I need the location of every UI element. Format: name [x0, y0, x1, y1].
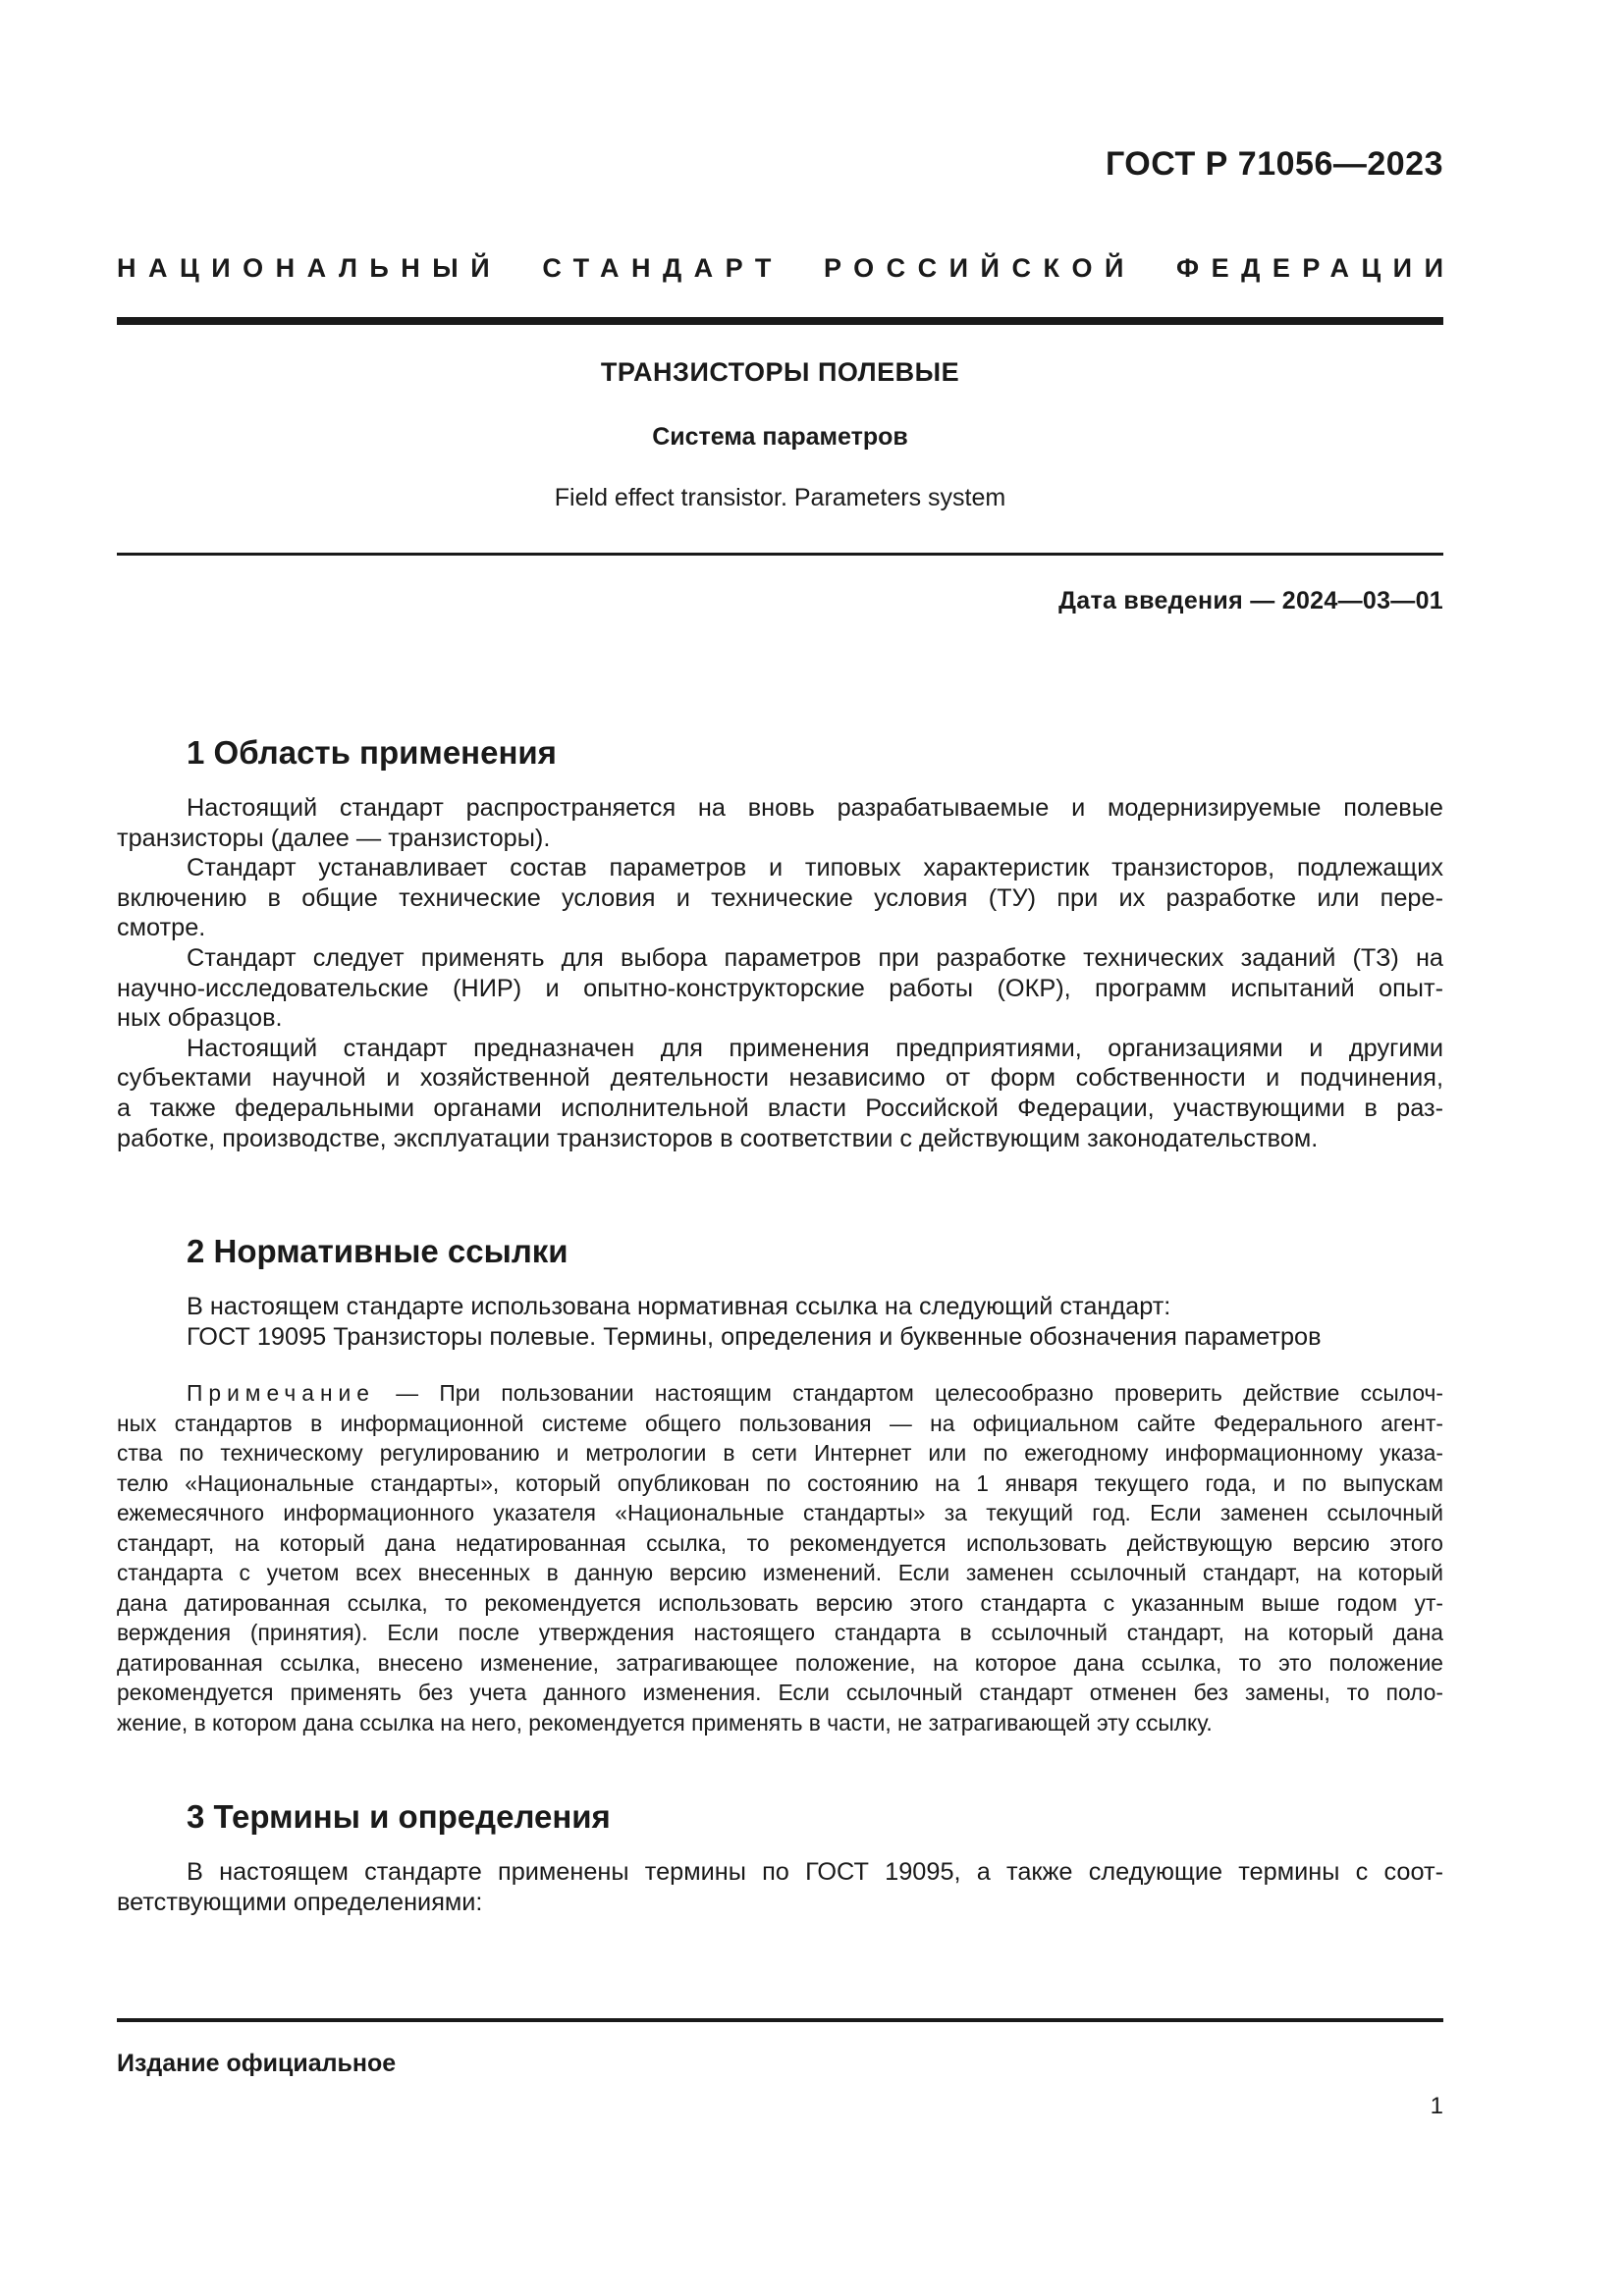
text-line: субъектами научной и хозяйственной деятельности независимо от форм собственности и подчинения, [117, 1064, 1443, 1093]
national-standard-word: НАЦИОНАЛЬНЫЙ [117, 253, 503, 283]
text-line: а также федеральными органами исполнительной власти Российской Федерации, участвующими в раз- [117, 1094, 1443, 1122]
note-line: дана датированная ссылка, то рекомендуется использовать версию этого стандарта с указанным выше годом ут- [117, 1589, 1443, 1616]
national-standard-word: СТАНДАРТ [542, 253, 784, 283]
note-line: ных стандартов в информационной системе общего пользования — на официальном сайте Федерального агент- [117, 1410, 1443, 1436]
note-line: ства по техническому регулированию и метрологии в сети Интернет или по ежегодному информационному указа- [117, 1440, 1443, 1466]
text-line: В настоящем стандарте применены термины по ГОСТ 19095, а также следующие термины с соот- [187, 1858, 1443, 1886]
national-standard-word: ФЕДЕРАЦИИ [1176, 253, 1456, 283]
note-line: стандарт, на который дана недатированная ссылка, то рекомендуется использовать действующую версию этого [117, 1529, 1443, 1556]
text-line: В настоящем стандарте использована нормативная ссылка на следующий стандарт: [187, 1293, 1171, 1320]
section-heading: 3 Термины и определения [187, 1798, 611, 1835]
note-first-line [117, 1378, 1443, 1409]
footer-divider [117, 2018, 1443, 2022]
text-line: ГОСТ 19095 Транзисторы полевые. Термины, определения и буквенные обозначения параметров [187, 1322, 1322, 1351]
section-heading: 2 Нормативные ссылки [187, 1233, 568, 1269]
title-divider [117, 553, 1443, 556]
note-line: жение, в котором дана ссылка на него, рекомендуется применять в части, не затрагивающей эту ссылку. [117, 1709, 1213, 1735]
text-line: работке, производстве, эксплуатации транзисторов в соответствии с действующим законодательством. [117, 1124, 1319, 1152]
document-title-english: Field effect transistor. Parameters system [554, 484, 1006, 511]
page-number: 1 [1430, 2093, 1443, 2119]
note-text: — При пользовании настоящим стандартом целесообразно проверить действие ссылоч- [396, 1380, 1443, 1406]
text-line: смотре. [117, 914, 206, 942]
introduction-date: Дата введения — 2024—03—01 [1058, 587, 1443, 614]
section-body [117, 1857, 1443, 1917]
document-subtitle: Система параметров [652, 423, 908, 451]
text-line: Стандарт устанавливает состав параметров и типовых характеристик транзисторов, подлежащих [187, 854, 1443, 882]
national-standard-word: РОССИЙСКОЙ [824, 253, 1136, 283]
document-title: ТРАНЗИСТОРЫ ПОЛЕВЫЕ [600, 357, 960, 387]
note-line: стандарта с учетом всех внесенных в данную версию изменений. Если заменен ссылочный стандарт, на который [117, 1560, 1443, 1585]
text-line: Стандарт следует применять для выбора параметров при разработке технических заданий (ТЗ) на [187, 943, 1443, 972]
standard-code: ГОСТ Р 71056—2023 [1105, 145, 1443, 183]
note-line: верждения (принятия). Если после утверждения настоящего стандарта в ссылочный стандарт, на который дана [117, 1620, 1443, 1645]
text-line: транзисторы (далее — транзисторы). [117, 824, 551, 852]
text-line: Настоящий стандарт распространяется на вновь разрабатываемые и модернизируемые полевые [187, 794, 1443, 822]
section-body [117, 1292, 1443, 1352]
text-line: включению в общие технические условия и технические условия (ТУ) при их разработке или пере- [117, 883, 1443, 912]
text-line: Настоящий стандарт предназначен для применения предприятиями, организациями и другими [187, 1034, 1443, 1062]
section-body [117, 793, 1443, 1153]
header-divider [117, 317, 1443, 325]
national-standard-title [117, 253, 1456, 284]
reference-note [117, 1378, 1443, 1737]
note-label: Примечание [187, 1380, 375, 1406]
note-line: телю «Национальные стандарты», который опубликован по состоянию на 1 января текущего года, и по выпускам [117, 1469, 1443, 1496]
text-line: ных образцов. [117, 1004, 283, 1033]
section-heading: 1 Область применения [187, 734, 557, 771]
note-line: ежемесячного информационного указателя «Национальные стандарты» за текущий год. Если заменен ссылочный [117, 1500, 1443, 1525]
note-line: датированная ссылка, внесено изменение, затрагивающее положение, на которое дана ссылка, то это положение [117, 1649, 1443, 1676]
note-line: рекомендуется применять без учета данного изменения. Если ссылочный стандарт отменен без замены, то поло- [117, 1680, 1443, 1705]
text-line: научно-исследовательские (НИР) и опытно-конструкторские работы (ОКР), программ испытаний опыт- [117, 974, 1443, 1002]
text-line: ветствующими определениями: [117, 1888, 483, 1916]
edition-label: Издание официальное [117, 2050, 397, 2077]
